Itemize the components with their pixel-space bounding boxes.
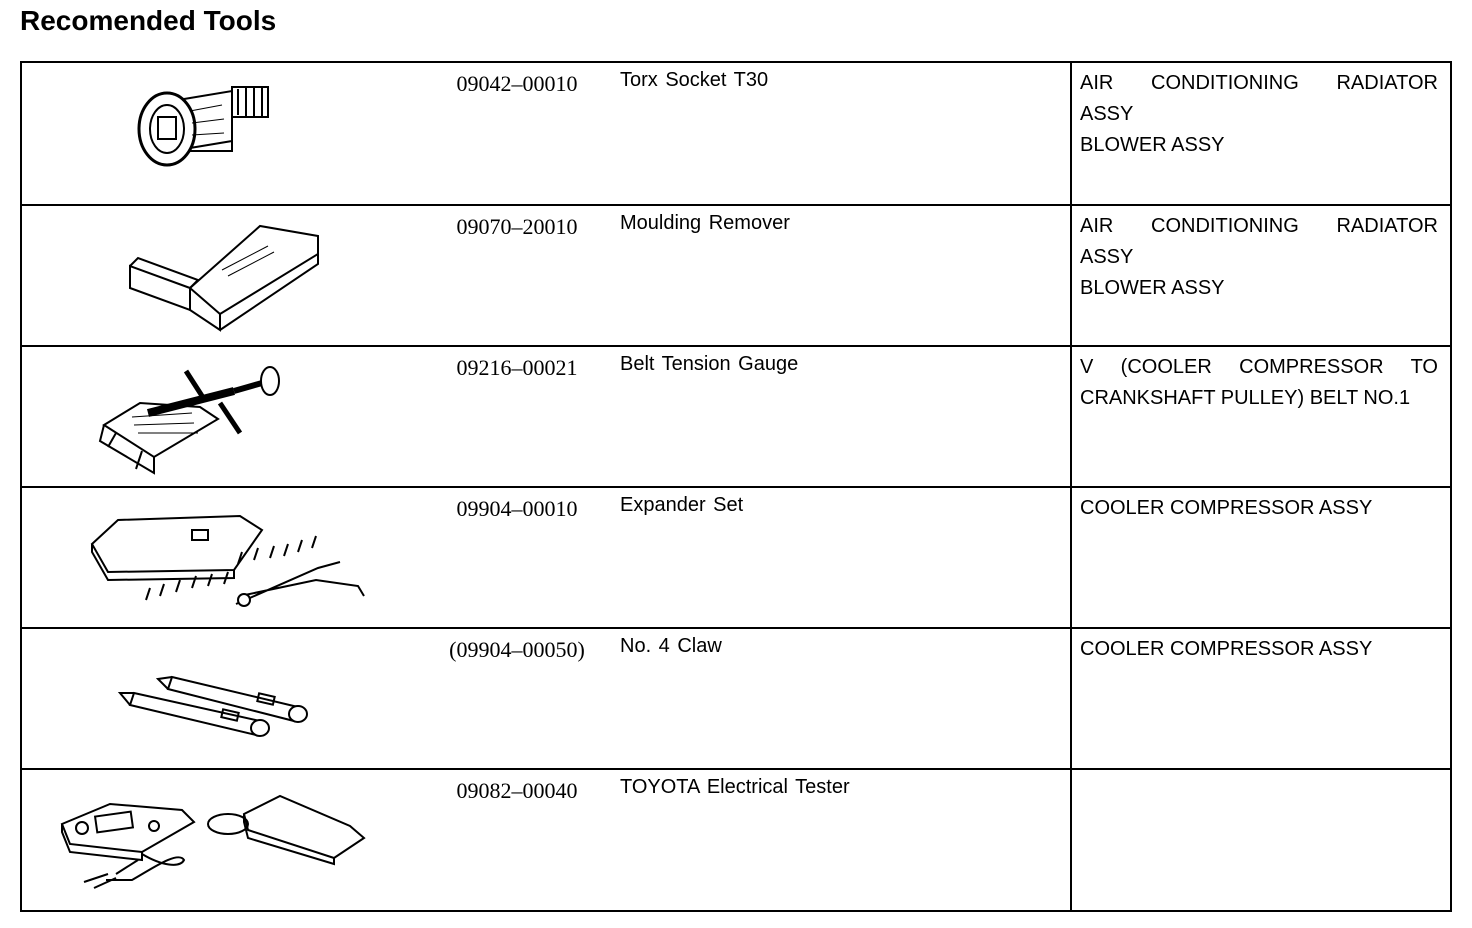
applies-to (1080, 352, 1438, 414)
applies-to (1080, 68, 1438, 161)
torx-socket-icon (22, 63, 432, 203)
claw-icon (22, 629, 432, 769)
applies-to-line: COOLER COMPRESSOR ASSY (1080, 497, 1373, 519)
applies-to-line: V (COOLER COMPRESSOR TO (1080, 356, 1438, 378)
applies-to (1080, 634, 1438, 665)
belt-tension-gauge-icon (22, 347, 432, 487)
table-row (22, 768, 1450, 910)
applies-to-line: AIR CONDITIONING RADIATOR (1080, 72, 1438, 94)
part-number: 09216–00021 (456, 355, 578, 380)
applies-to-line: AIR CONDITIONING RADIATOR (1080, 215, 1438, 237)
column-divider (1070, 347, 1072, 486)
tools-table (20, 61, 1452, 912)
applies-to-line: COOLER COMPRESSOR ASSY (1080, 638, 1373, 660)
part-number: 09070–20010 (456, 214, 578, 239)
tool-name: No. 4 Claw (620, 635, 722, 657)
tool-name: TOYOTA Electrical Tester (620, 776, 850, 798)
applies-to-line: BLOWER ASSY (1080, 134, 1225, 156)
applies-to (1080, 211, 1438, 304)
part-number: 09042–00010 (456, 71, 578, 96)
applies-to-line: CRANKSHAFT PULLEY) BELT NO.1 (1080, 387, 1411, 409)
column-divider (1070, 63, 1072, 204)
tool-name: Moulding Remover (620, 212, 790, 234)
part-number: (09904–00050) (449, 637, 585, 662)
column-divider (1070, 488, 1072, 627)
electrical-tester-icon (22, 770, 432, 910)
applies-to-line: ASSY (1080, 103, 1134, 125)
applies-to (1080, 493, 1438, 524)
moulding-remover-icon (22, 206, 432, 346)
part-number: 09904–00010 (456, 496, 578, 521)
table-row (22, 627, 1450, 768)
table-row (22, 204, 1450, 345)
table-row (22, 486, 1450, 627)
column-divider (1070, 770, 1072, 910)
expander-set-icon (22, 488, 432, 628)
column-divider (1070, 629, 1072, 768)
table-row (22, 63, 1450, 204)
applies-to-line: ASSY (1080, 246, 1134, 268)
tool-name: Torx Socket T30 (620, 69, 769, 91)
applies-to-line: BLOWER ASSY (1080, 277, 1225, 299)
tool-name: Belt Tension Gauge (620, 353, 799, 375)
page-title: Recomended Tools (20, 5, 277, 36)
column-divider (1070, 206, 1072, 345)
part-number: 09082–00040 (456, 778, 578, 803)
tool-name: Expander Set (620, 494, 744, 516)
table-row (22, 345, 1450, 486)
